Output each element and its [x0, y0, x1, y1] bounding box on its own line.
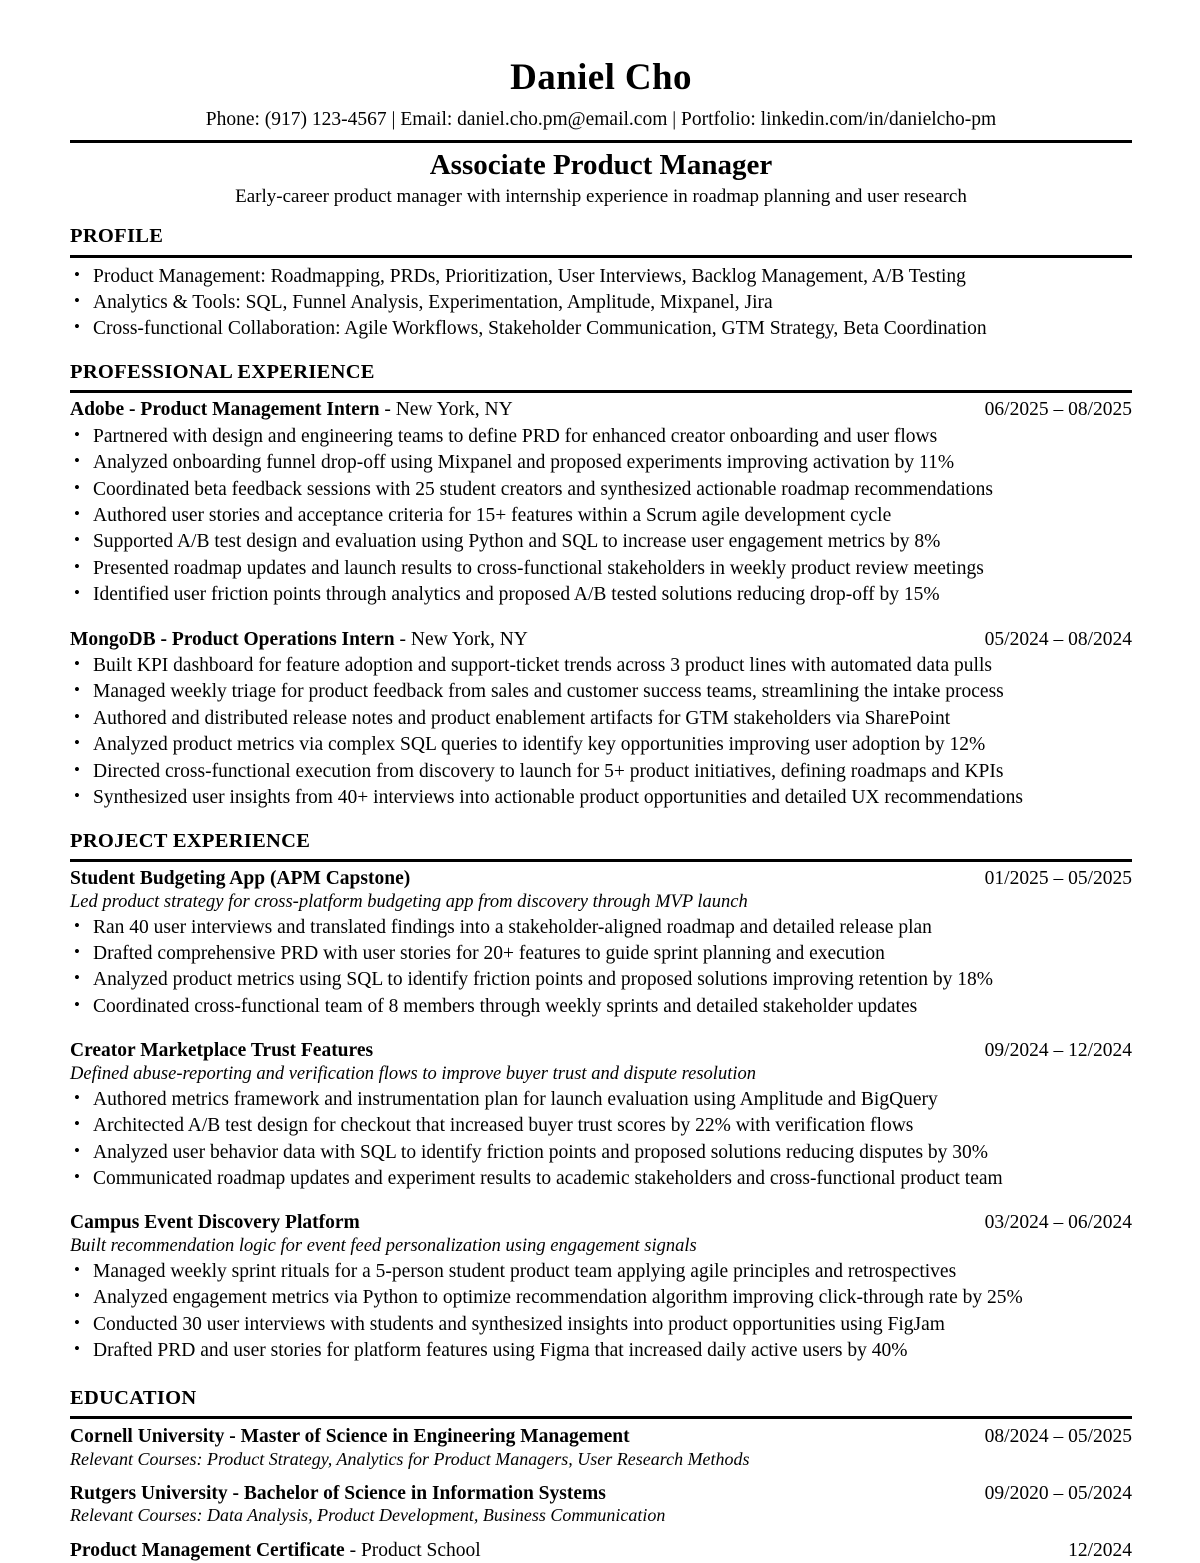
list-item: • Managed weekly triage for product feedback from sales and customer success teams, streamlining the intake process	[70, 679, 1132, 705]
candidate-tagline: Early-career product manager with internship experience in roadmap planning and user research	[235, 186, 967, 208]
education-entry-header	[70, 1481, 1132, 1506]
list-item: • Analyzed product metrics via complex SQL queries to identify key opportunities improving user adoption by 12%	[70, 732, 1132, 758]
education-courses: Relevant Courses: Data Analysis, Product Development, Business Communication	[70, 1505, 666, 1526]
education-entry	[70, 1538, 1132, 1563]
project-entry	[70, 866, 1132, 1020]
project-bullet-list	[70, 1087, 1132, 1193]
list-item: • Partnered with design and engineering teams to define PRD for enhanced creator onboarding and user flows	[70, 424, 1132, 450]
education-dates: 08/2024 – 05/2025	[984, 1426, 1132, 1448]
education-courses: Relevant Courses: Product Strategy, Analytics for Product Managers, User Research Methods	[70, 1448, 750, 1469]
section-professional-experience	[70, 361, 1132, 812]
list-item: • Authored metrics framework and instrumentation plan for launch evaluation using Amplitude and BigQuery	[70, 1087, 1132, 1113]
experience-dates: 05/2024 – 08/2024	[984, 628, 1132, 650]
list-item: • Analytics & Tools: SQL, Funnel Analysis, Experimentation, Amplitude, Mixpanel, Jira	[70, 290, 1132, 316]
project-entry	[70, 1210, 1132, 1364]
project-subtitle: Led product strategy for cross-platform budgeting app from discovery through MVP launch	[70, 891, 748, 912]
spacer	[70, 343, 1132, 361]
education-degree	[70, 1424, 630, 1449]
list-item: • Analyzed onboarding funnel drop-off using Mixpanel and proposed experiments improving activation by 11%	[70, 450, 1132, 476]
list-item: • Coordinated cross-functional team of 8 members through weekly sprints and detailed stakeholder updates	[70, 994, 1132, 1020]
project-bullet-list	[70, 1259, 1132, 1365]
project-entry-header	[70, 1038, 1132, 1063]
experience-dates: 06/2025 – 08/2025	[984, 399, 1132, 421]
education-detail: - Product School	[344, 1539, 481, 1561]
education-school-degree: Cornell University - Master of Science in Engineering Management	[70, 1426, 630, 1448]
list-item: • Managed weekly sprint rituals for a 5-person student product team applying agile principles and retrospectives	[70, 1259, 1132, 1285]
project-entry-header	[70, 1210, 1132, 1235]
education-degree	[70, 1538, 481, 1563]
list-item: • Architected A/B test design for checkout that increased buyer trust scores by 22% with verification flows	[70, 1113, 1132, 1139]
spacer	[70, 1365, 1132, 1387]
section-education	[70, 1387, 1132, 1563]
list-item: • Directed cross-functional execution from discovery to launch for 5+ product initiatives, defining roadmaps and KPIs	[70, 759, 1132, 785]
section-divider-education	[70, 1416, 1132, 1419]
list-item: • Drafted comprehensive PRD with user stories for 20+ features to guide sprint planning and execution	[70, 941, 1132, 967]
list-item: • Analyzed engagement metrics via Python to optimize recommendation algorithm improving click-through rate by 25%	[70, 1285, 1132, 1311]
target-job-title: Associate Product Manager	[429, 149, 773, 182]
list-item: • Presented roadmap updates and launch results to cross-functional stakeholders in weekly product review meetings	[70, 556, 1132, 582]
experience-entry-title	[70, 627, 528, 652]
experience-employer-role: Adobe - Product Management Intern	[70, 399, 380, 421]
spacer	[70, 812, 1132, 830]
project-entry-header	[70, 866, 1132, 891]
list-item: • Analyzed user behavior data with SQL to identify friction points and proposed solutions reducing disputes by 30%	[70, 1140, 1132, 1166]
section-divider-professional-experience	[70, 390, 1132, 393]
project-dates: 09/2024 – 12/2024	[984, 1040, 1132, 1062]
education-school-degree: Rutgers University - Bachelor of Science in Information Systems	[70, 1483, 606, 1505]
section-project-experience	[70, 830, 1132, 1365]
project-subtitle: Defined abuse-reporting and verification flows to improve buyer trust and dispute resolution	[70, 1063, 756, 1084]
section-heading-profile: PROFILE	[70, 225, 164, 248]
experience-entry	[70, 397, 1132, 608]
list-item: • Authored user stories and acceptance criteria for 15+ features within a Scrum agile development cycle	[70, 503, 1132, 529]
education-entry	[70, 1424, 1132, 1470]
education-entry	[70, 1481, 1132, 1527]
education-dates: 09/2020 – 05/2024	[984, 1483, 1132, 1505]
education-school-degree: Product Management Certificate	[70, 1539, 345, 1561]
list-item: • Conducted 30 user interviews with students and synthesized insights into product opportunities using FigJam	[70, 1312, 1132, 1338]
list-item: • Coordinated beta feedback sessions with 25 student creators and synthesized actionable roadmap recommendations	[70, 477, 1132, 503]
project-entry	[70, 1038, 1132, 1192]
list-item: • Ran 40 user interviews and translated findings into a stakeholder-aligned roadmap and detailed release plan	[70, 915, 1132, 941]
project-title: Campus Event Discovery Platform	[70, 1212, 360, 1234]
profile-bullet-list	[70, 264, 1132, 343]
list-item: • Communicated roadmap updates and experiment results to academic stakeholders and cross-functional product team	[70, 1166, 1132, 1192]
project-dates: 03/2024 – 06/2024	[984, 1212, 1132, 1234]
list-item: • Drafted PRD and user stories for platform features using Figma that increased daily active users by 40%	[70, 1338, 1132, 1364]
list-item: • Identified user friction points through analytics and proposed A/B tested solutions reducing drop-off by 15%	[70, 582, 1132, 608]
candidate-name: Daniel Cho	[510, 57, 692, 98]
header-divider	[70, 140, 1132, 143]
list-item: • Supported A/B test design and evaluation using Python and SQL to increase user engagement metrics by 8%	[70, 529, 1132, 555]
experience-employer-role: MongoDB - Product Operations Intern	[70, 628, 395, 650]
section-profile	[70, 225, 1132, 343]
education-dates: 12/2024	[1068, 1539, 1132, 1561]
experience-entry-header	[70, 627, 1132, 652]
experience-bullet-list	[70, 653, 1132, 812]
list-item: • Authored and distributed release notes and product enablement artifacts for GTM stakeholders via SharePoint	[70, 706, 1132, 732]
resume-header	[70, 58, 1132, 209]
experience-entry-title	[70, 397, 513, 422]
list-item: • Analyzed product metrics using SQL to identify friction points and proposed solutions improving retention by 18%	[70, 967, 1132, 993]
experience-entry-header	[70, 397, 1132, 422]
experience-location: - New York, NY	[379, 399, 513, 421]
project-dates: 01/2025 – 05/2025	[984, 868, 1132, 890]
section-divider-profile	[70, 255, 1132, 258]
experience-entry	[70, 627, 1132, 812]
section-heading-professional-experience: PROFESSIONAL EXPERIENCE	[70, 360, 375, 383]
list-item: • Synthesized user insights from 40+ interviews into actionable product opportunities and detailed UX recommendations	[70, 785, 1132, 811]
education-entry-header	[70, 1424, 1132, 1449]
section-heading-education: EDUCATION	[70, 1386, 197, 1409]
project-title: Student Budgeting App (APM Capstone)	[70, 868, 411, 890]
contact-line: Phone: (917) 123-4567 | Email: daniel.cho.pm@email.com | Portfolio: linkedin.com/in/danielcho-pm	[205, 108, 997, 130]
list-item: • Cross-functional Collaboration: Agile Workflows, Stakeholder Communication, GTM Strategy, Beta Coordination	[70, 316, 1132, 342]
education-entry-header	[70, 1538, 1132, 1563]
project-title: Creator Marketplace Trust Features	[70, 1040, 374, 1062]
list-item: • Built KPI dashboard for feature adoption and support-ticket trends across 3 product lines with automated data pulls	[70, 653, 1132, 679]
education-degree	[70, 1481, 606, 1506]
project-bullet-list	[70, 915, 1132, 1021]
project-subtitle: Built recommendation logic for event feed personalization using engagement signals	[70, 1235, 697, 1256]
section-heading-project-experience: PROJECT EXPERIENCE	[70, 829, 311, 852]
list-item: • Product Management: Roadmapping, PRDs, Prioritization, User Interviews, Backlog Management, A/B Testing	[70, 264, 1132, 290]
section-divider-project-experience	[70, 859, 1132, 862]
experience-bullet-list	[70, 424, 1132, 609]
experience-location: - New York, NY	[394, 628, 528, 650]
